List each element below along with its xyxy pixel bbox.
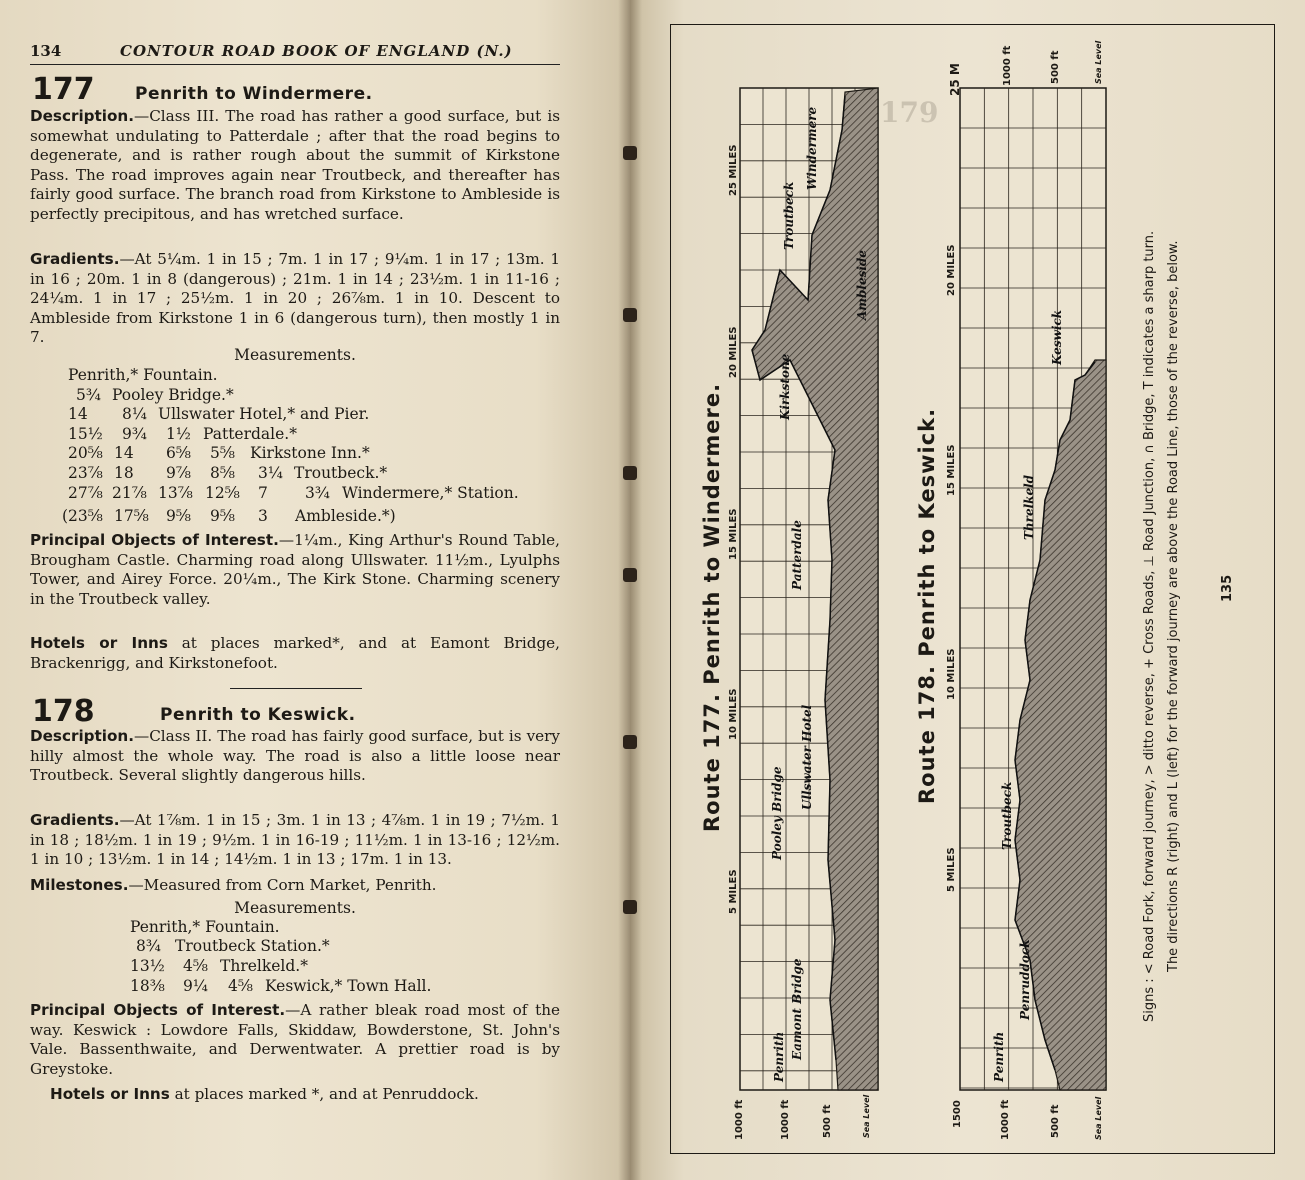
objects-of-interest: Principal Objects of Interest.—1¼m., King Arthur's Round Table, Brougham Castle. Charming road along Ullswater. 11½m., Lyulphs Tower, and Airey Force. 20¼m., The Kirk Stone. Charming scenery in the Troutbeck valley.	[30, 531, 560, 608]
route-description: Description.—Class III. The road has rather a good surface, but is somewhat undulating to Patterdale ; after that the road begins to degenerate, and is rather rough about the summit of Kirkstone Pass. The road improves again near Troutbeck, and thereafter has fairly good surface. The branch road from Kirkstone to Ambleside is perfectly precipitous, and has wretched surface.	[30, 107, 560, 223]
profile-chart-177	[740, 88, 878, 1090]
scale-label: 1000 ft	[780, 1099, 791, 1140]
route-gradients: Gradients.—At 5¼m. 1 in 15 ; 7m. 1 in 17 ; 9¼m. 1 in 17 ; 13m. 1 in 16 ; 20m. 1 in 8 (dangerous) ; 21m. 1 in 14 ; 23½m. 1 in 11-16 ; 24¼m. 1 in 17 ; 25½m. 1 in 20 ; 26⅞m. 1 in 10. Descent to Ambleside from Kirkstone 1 in 6 (dangerous turn), then mostly 1 in 7.	[30, 250, 560, 347]
table-row: Penrith,* Fountain.	[130, 918, 280, 936]
place-label: Penrith	[772, 1031, 786, 1082]
mile-label: 20 MILES	[728, 326, 739, 378]
scale-label: Sea Level	[1094, 1096, 1103, 1140]
directions-legend: The directions R (right) and L (left) for the forward journey are above the Road Line, those of the reverse, below.	[1166, 240, 1181, 972]
hotels-note: Hotels or Inns at places marked*, and at Eamont Bridge, Brackenrigg, and Kirkstonefoot.	[30, 634, 561, 672]
table-row: Penrith,* Fountain.	[68, 366, 218, 384]
mile-label: 15 MILES	[946, 444, 957, 496]
place-label: Troutbeck	[1000, 781, 1014, 850]
measurements-heading: Measurements.	[234, 346, 356, 364]
route-number: 178	[32, 694, 95, 729]
route-gradients: Gradients.—At 1⅞m. 1 in 15 ; 3m. 1 in 13 ; 4⅞m. 1 in 19 ; 7½m. 1 in 18 ; 18½m. 1 in 19 ; 9½m. 1 in 16-19 ; 11½m. 1 in 13-16 ; 12½m. 1 in 10 ; 13½m. 1 in 14 ; 14½m. 1 in 13 ; 17m. 1 in 13.	[30, 811, 560, 869]
mile-label: 10 MILES	[946, 648, 957, 700]
show-through-text: 179	[880, 96, 939, 129]
route-milestones: Milestones.—Measured from Corn Market, Penrith.	[30, 876, 437, 894]
scale-label: 500 ft	[1050, 1104, 1061, 1138]
route-title: Penrith to Windermere.	[135, 84, 373, 104]
page-number: 135	[1220, 574, 1235, 602]
scale-label: 500 ft	[1050, 50, 1061, 84]
place-label: Pooley Bridge	[770, 766, 784, 860]
page-number: 134	[30, 42, 62, 60]
route-title: Penrith to Keswick.	[160, 705, 356, 725]
mile-label: 25 MILES	[728, 144, 739, 196]
place-label: Kirkstone	[778, 353, 792, 420]
mile-label: 10 MILES	[728, 688, 739, 740]
place-label: Ambleside	[855, 250, 869, 320]
place-label: Keswick	[1050, 309, 1064, 365]
mile-label: 15 MILES	[728, 508, 739, 560]
place-label: Penrith	[992, 1031, 1006, 1082]
mile-label: 5 MILES	[946, 847, 957, 892]
place-label: Penruddock	[1018, 939, 1032, 1020]
scale-label: Sea Level	[862, 1094, 871, 1138]
scale-label: 25 M	[948, 63, 962, 96]
place-label: Threlkeld	[1022, 474, 1036, 540]
running-title: CONTOUR ROAD BOOK OF ENGLAND (N.)	[120, 42, 513, 60]
objects-of-interest: Principal Objects of Interest.—A rather bleak road most of the way. Keswick : Lowdore Falls, Skiddaw, Bowderstone, St. John's Vale. Bassenthwaite, and Derwentwater. A prettier road is by Greystoke.	[30, 1001, 560, 1078]
signs-legend: Signs : < Road Fork, forward journey, > ditto reverse, + Cross Roads, ⊥ Road Junction, ∩ Bridge, T indicates a sharp turn.	[1142, 230, 1157, 1022]
place-label: Ullswater Hotel	[800, 704, 814, 810]
mile-label: 20 MILES	[946, 244, 957, 296]
measurements-heading: Measurements.	[234, 899, 356, 917]
scale-label: 1000 ft	[1002, 45, 1013, 86]
profile-chart-178	[960, 88, 1106, 1090]
place-label: Patterdale	[790, 520, 804, 590]
route-description: Description.—Class II. The road has fairly good surface, but is very hilly almost the whole way. The road is also a little loose near Troutbeck. Several slightly dangerous hills.	[30, 727, 560, 785]
scale-label: 1000 ft	[734, 1099, 745, 1140]
mile-label: 5 MILES	[728, 869, 739, 914]
scale-label: Sea Level	[1094, 40, 1103, 84]
place-label: Eamont Bridge	[790, 958, 804, 1060]
hotels-note: Hotels or Inns at places marked *, and at Penruddock.	[50, 1085, 479, 1103]
scale-label: 1000 ft	[1000, 1099, 1011, 1140]
scale-label: 500 ft	[822, 1104, 833, 1138]
place-label: Troutbeck	[782, 181, 796, 250]
route-177-title: Route 177. Penrith to Windermere.	[700, 382, 724, 832]
book-spread: 134 CONTOUR ROAD BOOK OF ENGLAND (N.) 177 Penrith to Windermere. Description.—Class III. The road has rather a good surface, but is somewhat undulating to Patterdale ; after that the road begins to degenerate, and is rather rough about the summit of Kirkstone Pass. The road improves again near Troutbeck, and thereafter has fairly good surface. The branch road from Kirkstone to Ambleside is perfectly precipitous, and has wretched surface. Gradients.—At 5¼m. 1 in 15 ; 7m. 1 in 17 ; 9¼m. 1 in 17 ; 13m. 1 in 16 ; 20m. 1 in 8 (dangerous) ; 21m. 1 in 14 ; 23½m. 1 in 11-16 ; 24¼m. 1 in 17 ; 25½m. 1 in 20 ; 26⅞m. 1 in 10. Descent to Ambleside from Kirkstone 1 in 6 (dangerous turn), then mostly 1 in 7. Measurements. Penrith,* Fountain. 5¾ Pooley Bridge.* 14 8¼ Ullswater Hotel,* and Pier. 15½ 9¾ 1½ Patterdale.* 20⅝ 14 6⅝ 5⅝ Kirkstone Inn.* 23⅞ 18 9⅞ 8⅝ 3¼ Troutbeck.* 27⅞ 21⅞ 13⅞ 12⅝ 7 3¾ Windermere,* Station. (23⅝ 17⅝ 9⅝ 9⅝ 3 Ambleside.*) Principal Objects of Interest.—1¼m., King Arthur's Round Table, Brougham Castle. Charming road along Ullswater. 11½m., Lyulphs Tower, and Airey Force. 20¼m., The Kirk Stone. Charming scenery in the Troutbeck valley. Hotels or Inns at places marked*, and at Eamont Bridge, Brackenrigg, and Kirkstonefoot. 178 Penrith to Keswick. Description.—Class II. The road has fairly good surface, but is very hilly almost the whole way. The road is also a little loose near Troutbeck. Several slightly dangerous hills. Gradients.—At 1⅞m. 1 in 15 ; 3m. 1 in 13 ; 4⅞m. 1 in 19 ; 7½m. 1 in 18 ; 18½m. 1 in 19 ; 9½m. 1 in 16-19 ; 11½m. 1 in 13-16 ; 12½m. 1 in 10 ; 13½m. 1 in 14 ; 14½m. 1 in 13 ; 17m. 1 in 13. Milestones.—Measured from Corn Market, Penrith. Measurements. Penrith,* Fountain. 8¾ Troutbeck Station.* 13½ 4⅝ Threlkeld.* 18⅜ 9¼ 4⅝ Keswick,* Town Hall. Principal Objects of Interest.—A rather bleak road most of the way. Keswick : Lowdore Falls, Skiddaw, Bowderstone, St. John's Vale. Bassenthwaite, and Derwentwater. A prettier road is by Greystoke. Hotels or Inns at places marked *, and at Penruddock. 179 Route 177. Penrith to Windermere. Route 178. Penrith to Keswick. Signs : < Road Fork, forward journey, > ditto reverse, + Cross Roads, ⊥ Road Junction, ∩ Bridge, T indicates a sharp turn. The directions R (right) and L (left) for the forward journey are above the Road Line, those of the reverse, below. 135 25 MILES 20 MILES 15 MILES 10 MILES 5 MILES 20 MILES 15 MILES 10 MILES 5 MILES 25 M 1000 ft 500 ft Sea Level 1000 ft 1000 ft 500 ft Sea Level 1500 1000 ft 500 ft Sea Level Penrith Eamont Bridge Pooley Bridge Ullswater Hotel Patterdale Kirkstone Troutbeck Windermere Ambleside Penrith Penruddock Troutbeck Threlkeld Keswick	[0, 0, 1305, 1180]
route-number: 177	[32, 72, 95, 107]
route-178-title: Route 178. Penrith to Keswick.	[915, 407, 939, 804]
scale-label: 1500	[952, 1100, 963, 1128]
place-label: Windermere	[805, 106, 819, 190]
